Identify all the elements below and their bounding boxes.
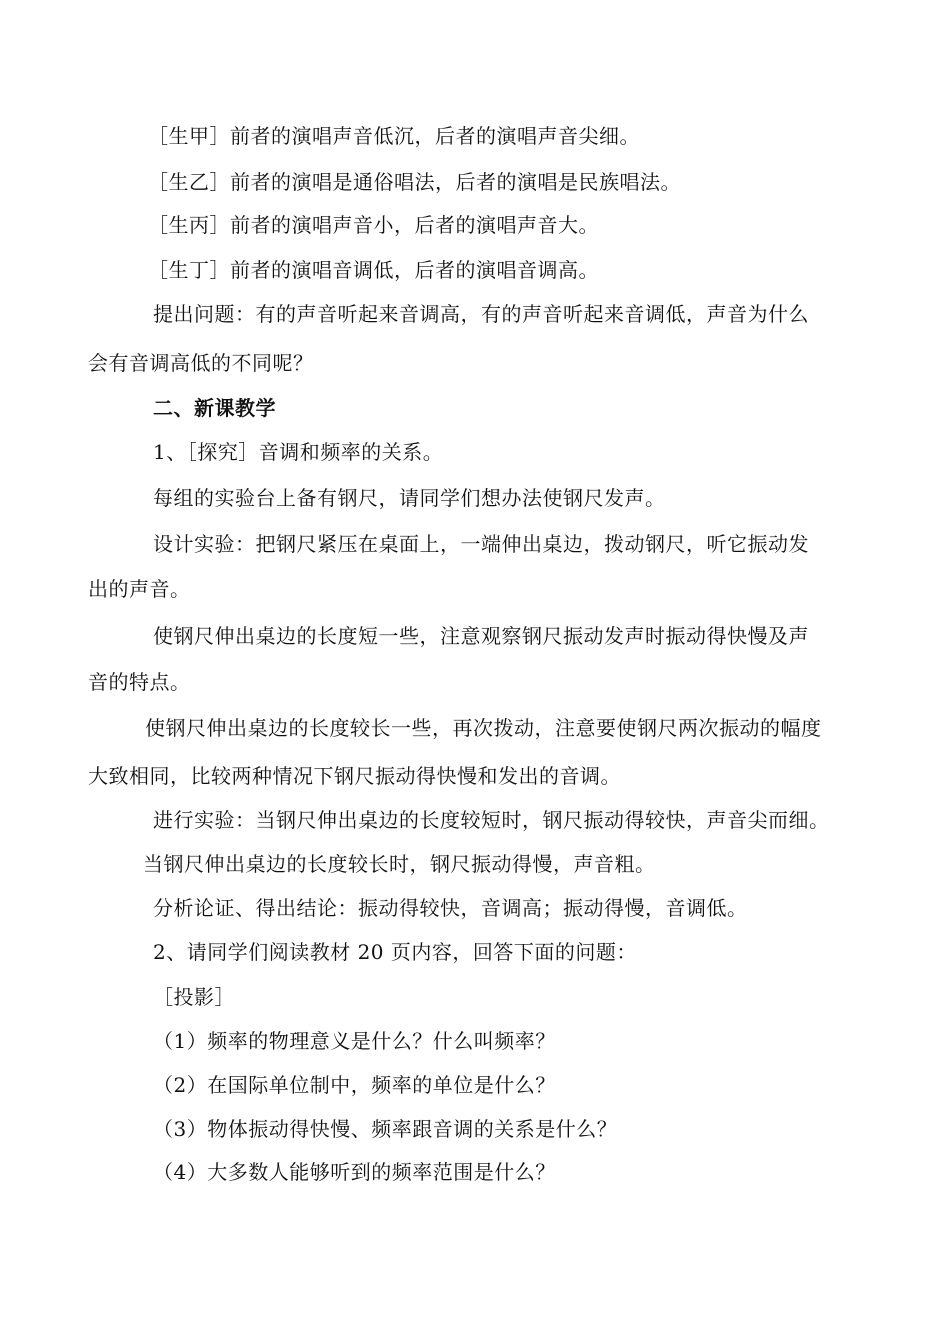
question-3: （3）物体振动得快慢、频率跟音调的关系是什么？ bbox=[153, 1117, 618, 1141]
question-paragraph-line-2: 会有音调高低的不同呢？ bbox=[88, 351, 314, 375]
conclusion-paragraph: 分析论证、得出结论：振动得较快，音调高；振动得慢，音调低。 bbox=[153, 896, 748, 920]
question-1: （1）频率的物理意义是什么？什么叫频率？ bbox=[153, 1029, 556, 1053]
short-ruler-line-1: 使钢尺伸出桌边的长度短一些，注意观察钢尺振动发声时振动得快慢及声 bbox=[153, 624, 809, 648]
dialogue-student-c: ［生丙］前者的演唱声音小，后者的演唱声音大。 bbox=[148, 213, 599, 237]
experiment-result-line-2: 当钢尺伸出桌边的长度较长时，钢尺振动得慢，声音粗。 bbox=[143, 852, 656, 876]
long-ruler-line-2: 大致相同，比较两种情况下钢尺振动得快慢和发出的音调。 bbox=[88, 764, 621, 788]
projection-label: ［投影］ bbox=[153, 985, 235, 1009]
question-2: （2）在国际单位制中，频率的单位是什么？ bbox=[153, 1073, 556, 1097]
design-experiment-line-1: 设计实验：把钢尺紧压在桌面上，一端伸出桌边，拨动钢尺，听它振动发 bbox=[153, 532, 809, 556]
question-paragraph-line-1: 提出问题：有的声音听起来音调高，有的声音听起来音调低，声音为什么 bbox=[153, 302, 809, 326]
explore-heading: 1、［探究］音调和频率的关系。 bbox=[153, 440, 444, 464]
short-ruler-line-2: 音的特点。 bbox=[88, 670, 191, 694]
question-4: （4）大多数人能够听到的频率范围是什么？ bbox=[153, 1160, 556, 1184]
dialogue-student-d: ［生丁］前者的演唱音调低，后者的演唱音调高。 bbox=[148, 258, 599, 282]
design-experiment-line-2: 出的声音。 bbox=[88, 577, 191, 601]
long-ruler-line-1: 使钢尺伸出桌边的长度较长一些，再次拨动，注意要使钢尺两次振动的幅度 bbox=[145, 716, 822, 740]
dialogue-student-b: ［生乙］前者的演唱是通俗唱法，后者的演唱是民族唱法。 bbox=[148, 170, 681, 194]
dialogue-student-a: ［生甲］前者的演唱声音低沉，后者的演唱声音尖细。 bbox=[148, 124, 640, 148]
paragraph-ruler-prep: 每组的实验台上备有钢尺，请同学们想办法使钢尺发声。 bbox=[153, 486, 666, 510]
reading-task: 2、请同学们阅读教材 20 页内容，回答下面的问题： bbox=[153, 940, 637, 964]
section-heading-new-lesson: 二、新课教学 bbox=[153, 396, 276, 420]
experiment-result-line-1: 进行实验：当钢尺伸出桌边的长度较短时，钢尺振动得较快，声音尖而细。 bbox=[153, 808, 830, 832]
